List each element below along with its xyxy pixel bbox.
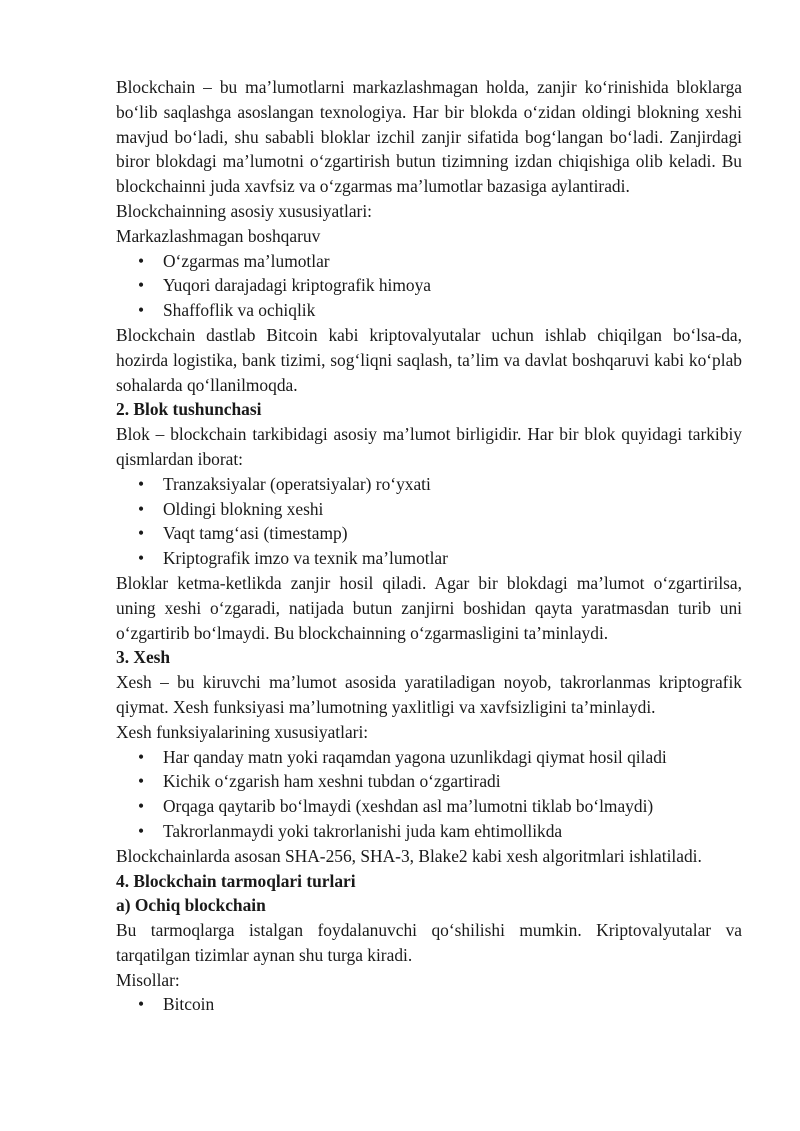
list-item: • Tranzaksiyalar (operatsiyalar) ro‘yxati (116, 472, 742, 497)
section-heading-xesh: 3. Xesh (116, 647, 171, 668)
intro-paragraph: Blockchain – bu ma’lumotlarni markazlashmagan holda, zanjir ko‘rinishida bloklarga bo‘lib saqlashga asoslangan texnologiya. Har bir blokda o‘zidan oldingi blokning xeshi mavjud bo‘ladi, shu sababli bloklar izchil zanjir sifatida bog‘langan bo‘ladi. Zanjirdagi biror blokdagi ma’lumotni o‘zgartirish butun tizimning izdan chiqishiga olib keladi. Bu blockchainni juda xavfsiz va o‘zgarmas ma’lumotlar bazasiga aylantiradi. (116, 77, 742, 197)
list-item: • Oldingi blokning xeshi (116, 497, 742, 522)
list-item: • O‘zgarmas ma’lumotlar (116, 249, 742, 274)
blok-closing-paragraph: Bloklar ketma-ketlikda zanjir hosil qiladi. Agar bir blokdagi ma’lumot o‘zgartirilsa, uning xeshi o‘zgaradi, natijada butun zanjirni boshidan qayta yaratmasdan turib uni o‘zgartirib bo‘lmaydi. Bu blockchainning o‘zgarmasligini ta’minlaydi. (116, 572, 742, 643)
features-label: Blockchainning asosiy xususiyatlari: (116, 200, 372, 221)
document-page (116, 75, 742, 1017)
list-item: • Orqaga qaytarib bo‘lmaydi (xeshdan asl ma’lumotni tiklab bo‘lmaydi) (116, 794, 742, 819)
list-item: • Takrorlanmaydi yoki takrorlanishi juda kam ehtimollikda (116, 819, 742, 844)
list-item: • Yuqori darajadagi kriptografik himoya (116, 273, 742, 298)
blok-paragraph: Blok – blockchain tarkibidagi asosiy ma’lumot birligidir. Har bir blok quyidagi tarkibiy qismlardan iborat: (116, 424, 742, 469)
list-item: • Kriptografik imzo va texnik ma’lumotlar (116, 546, 742, 571)
subheading-ochiq-blockchain: a) Ochiq blockchain (116, 895, 266, 916)
intro-closing-paragraph: Blockchain dastlab Bitcoin kabi kriptovalyutalar uchun ishlab chiqilgan bo‘lsa-da, hozirda logistika, bank tizimi, sog‘liqni saqlash, ta’lim va davlat boshqaruvi kabi ko‘plab sohalarda qo‘llanilmoqda. (116, 324, 742, 395)
list-item: • Bitcoin (116, 992, 742, 1017)
list-item: • Vaqt tamg‘asi (timestamp) (116, 521, 742, 546)
section-heading-tarmoqlar: 4. Blockchain tarmoqlari turlari (116, 870, 356, 891)
examples-list (116, 992, 742, 1017)
xesh-paragraph: Xesh – bu kiruvchi ma’lumot asosida yaratiladigan noyob, takrorlanmas kriptografik qiymat. Xesh funksiyasi ma’lumotning yaxlitligi va xavfsizligini ta’minlaydi. (116, 672, 742, 717)
list-item: • Shaffoflik va ochiqlik (116, 298, 742, 323)
xesh-features-list (116, 745, 742, 844)
section-heading-blok: 2. Blok tushunchasi (116, 399, 262, 420)
blockchain-features-list (116, 249, 742, 323)
xesh-features-label: Xesh funksiyalarining xususiyatlari: (116, 721, 369, 742)
examples-label: Misollar: (116, 969, 180, 990)
xesh-closing-paragraph: Blockchainlarda asosan SHA-256, SHA-3, Blake2 kabi xesh algoritmlari ishlatiladi. (116, 845, 702, 866)
blok-components-list (116, 472, 742, 571)
ochiq-paragraph: Bu tarmoqlarga istalgan foydalanuvchi qo‘shilishi mumkin. Kriptovalyutalar va tarqatilgan tizimlar aynan shu turga kiradi. (116, 920, 742, 965)
first-feature-line: Markazlashmagan boshqaruv (116, 225, 321, 246)
list-item: • Har qanday matn yoki raqamdan yagona uzunlikdagi qiymat hosil qiladi (116, 745, 742, 770)
list-item: • Kichik o‘zgarish ham xeshni tubdan o‘zgartiradi (116, 769, 742, 794)
